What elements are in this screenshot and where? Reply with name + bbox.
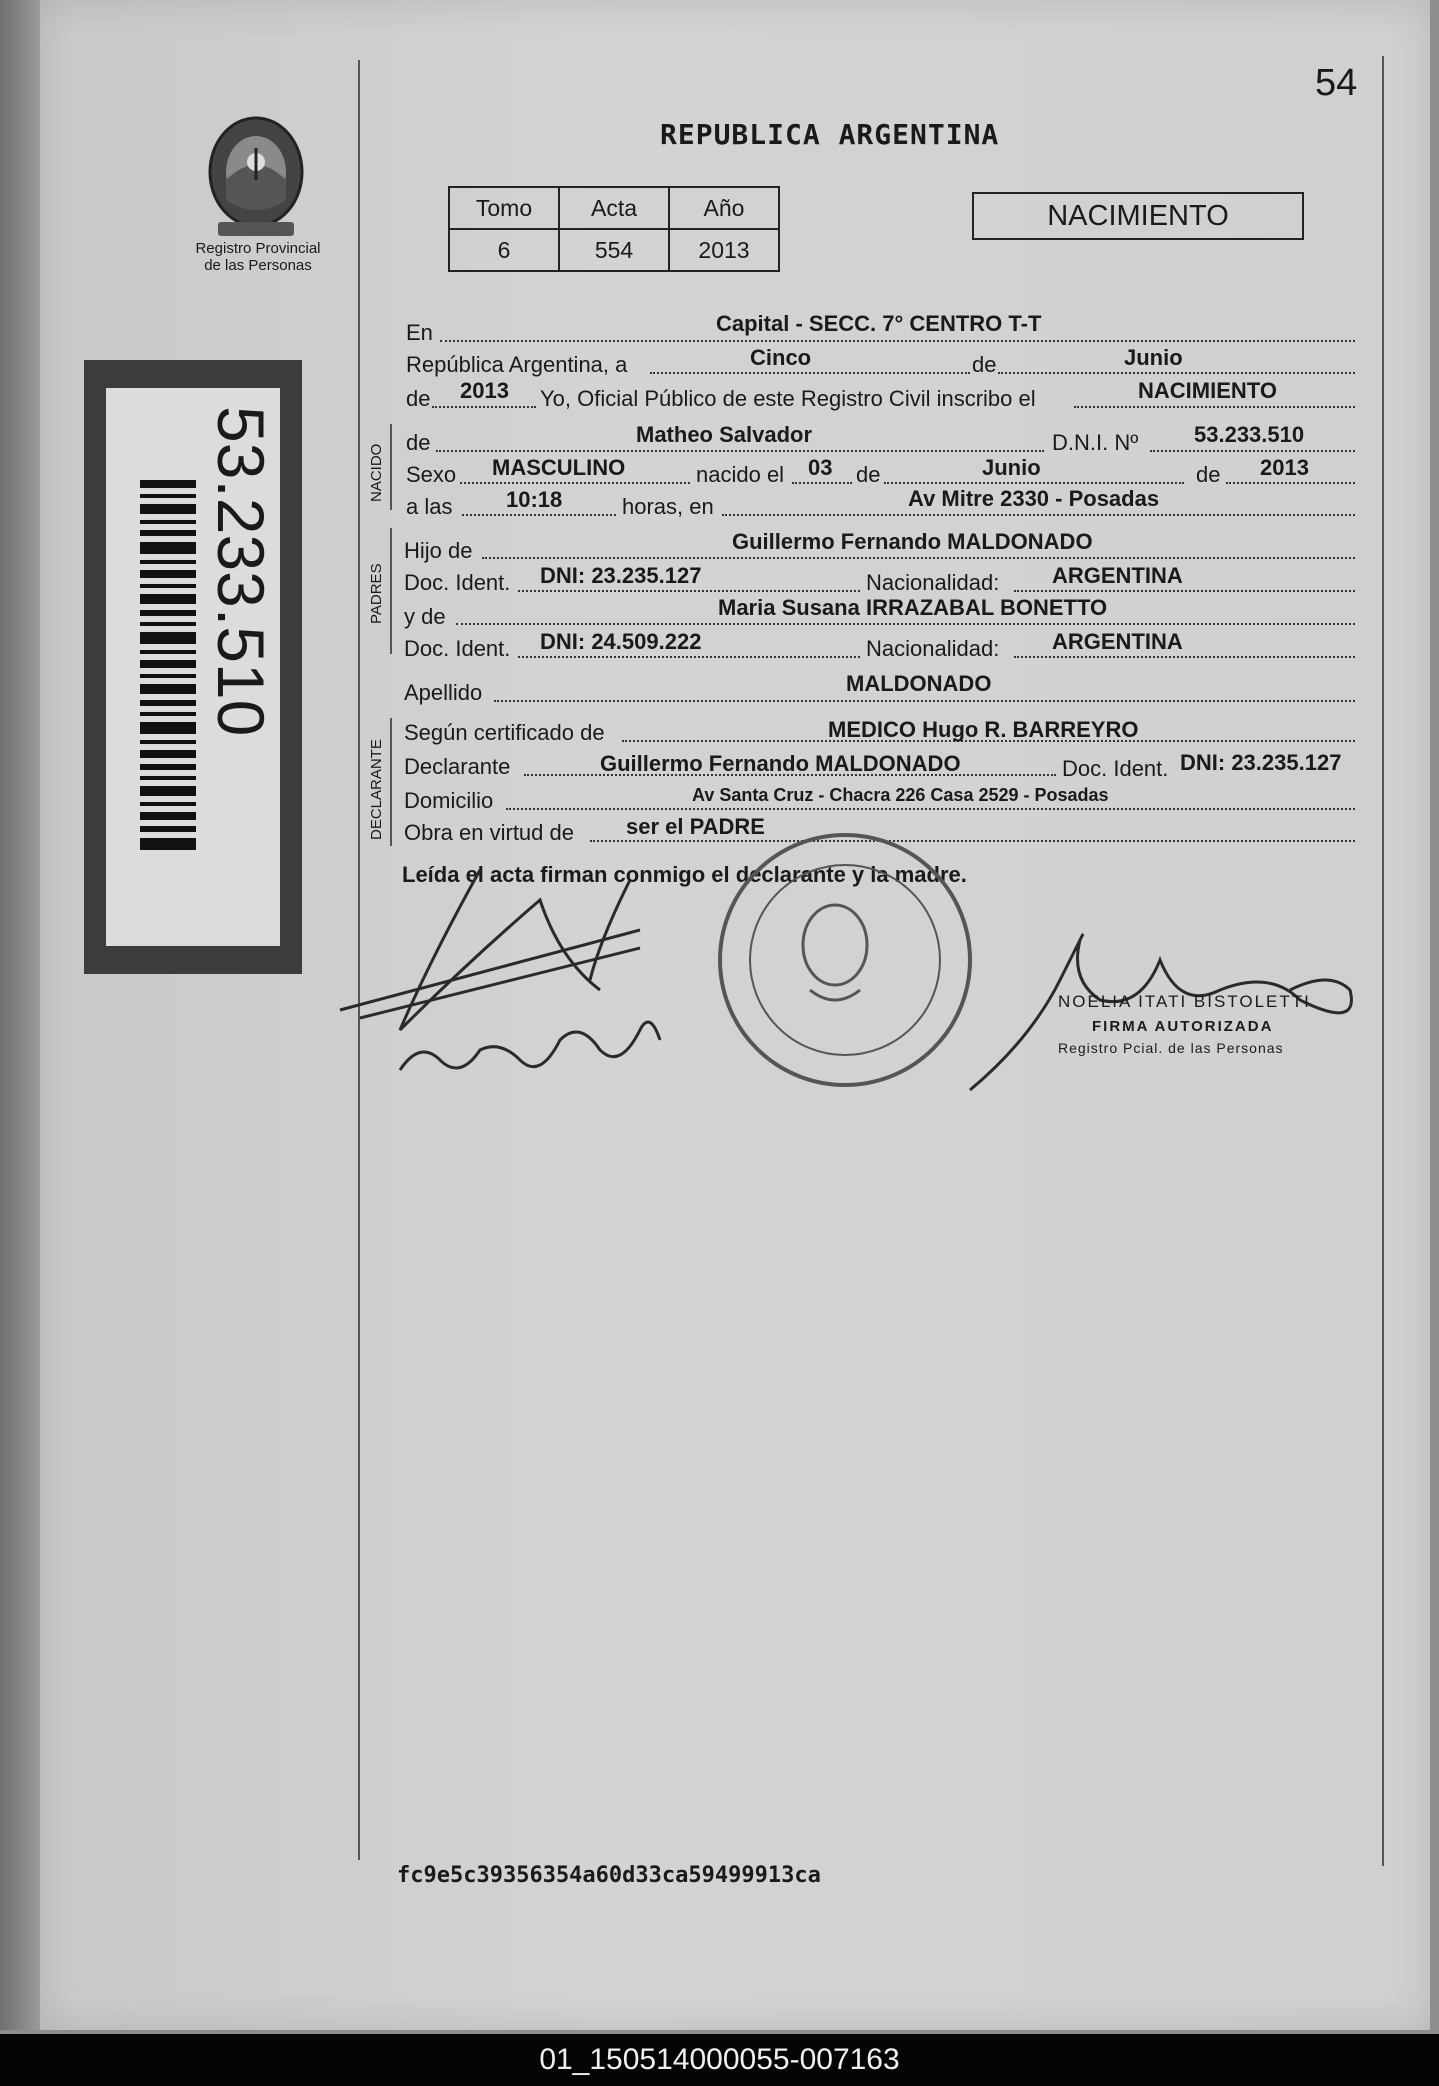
logo-caption-line2: de las Personas (204, 257, 312, 274)
acta-header-acta: Acta (559, 187, 669, 229)
value-declarante: Guillermo Fernando MALDONADO (600, 751, 961, 776)
acta-value-anio: 2013 (669, 229, 779, 271)
label-a-las: a las (406, 494, 453, 519)
label-dni: D.N.I. Nº (1052, 430, 1139, 455)
value-anio-nac: 2013 (1260, 455, 1309, 480)
value-padre-nac: ARGENTINA (1052, 563, 1183, 588)
declarant-signature (340, 870, 660, 1070)
label-republica: República Argentina, a (406, 352, 628, 377)
value-madre-dni: DNI: 24.509.222 (540, 629, 702, 654)
official-stamp (720, 835, 970, 1085)
label-yo: Yo, Oficial Público de este Registro Civil inscribo el (540, 386, 1036, 411)
acta-header-tomo: Tomo (449, 187, 559, 229)
value-domicilio: Av Santa Cruz - Chacra 226 Casa 2529 - Posadas (692, 785, 1109, 805)
side-label-padres: PADRES (368, 563, 385, 624)
label-de: de (972, 352, 997, 377)
value-madre-nac: ARGENTINA (1052, 629, 1183, 654)
acta-value-tomo: 6 (449, 229, 559, 271)
page-number: 54 (1315, 62, 1358, 104)
value-hora: 10:18 (506, 487, 563, 512)
record-type-box: NACIMIENTO (972, 192, 1304, 240)
value-anio: 2013 (460, 378, 509, 403)
page-title: REPUBLICA ARGENTINA (660, 118, 1000, 151)
official-role: FIRMA AUTORIZADA (1092, 1018, 1274, 1035)
value-dia: Cinco (750, 345, 812, 370)
value-sexo: MASCULINO (492, 455, 626, 480)
value-dia-nac: 03 (808, 455, 833, 480)
label-doc-ident-madre: Doc. Ident. (404, 636, 511, 661)
label-hijo-de: Hijo de (404, 538, 473, 563)
label-en: En (406, 320, 433, 345)
value-mes-nac: Junio (982, 455, 1041, 480)
label-apellido: Apellido (404, 680, 483, 705)
side-label-nacido: NACIDO (368, 443, 385, 502)
barcode-number: 53.233.510 (204, 406, 278, 737)
value-tipo: NACIMIENTO (1138, 378, 1277, 403)
acta-header-anio: Año (669, 187, 779, 229)
label-obra: Obra en virtud de (404, 820, 574, 845)
value-declarante-dni: DNI: 23.235.127 (1180, 750, 1342, 775)
value-dni: 53.233.510 (1194, 422, 1305, 447)
official-signature (970, 935, 1351, 1090)
official-name: NOELIA ITATI BISTOLETTI (1058, 992, 1311, 1011)
label-y-de: y de (404, 604, 446, 629)
value-lugar-nac: Av Mitre 2330 - Posadas (908, 486, 1160, 511)
label-segun: Según certificado de (404, 720, 605, 745)
label-de-name: de (406, 430, 431, 455)
value-obra: ser el PADRE (626, 814, 765, 839)
side-label-declarante: DECLARANTE (368, 739, 385, 840)
label-domicilio: Domicilio (404, 788, 494, 813)
value-mes: Junio (1124, 345, 1183, 370)
value-lugar: Capital - SECC. 7° CENTRO T-T (716, 311, 1042, 336)
label-de3: de (1196, 462, 1221, 487)
label-horas-en: horas, en (622, 494, 714, 519)
closing-statement: Leída el acta firman conmigo el declarante y la madre. (402, 862, 967, 887)
label-nacionalidad-padre: Nacionalidad: (866, 570, 1000, 595)
label-doc-ident-padre: Doc. Ident. (404, 570, 511, 595)
value-nombre: Matheo Salvador (636, 422, 813, 447)
label-declarante: Declarante (404, 754, 511, 779)
official-office: Registro Pcial. de las Personas (1058, 1040, 1284, 1056)
label-de2: de (856, 462, 881, 487)
value-padre: Guillermo Fernando MALDONADO (732, 529, 1093, 554)
label-nacionalidad-madre: Nacionalidad: (866, 636, 1000, 661)
value-padre-dni: DNI: 23.235.127 (540, 563, 702, 588)
label-nacido-el: nacido el (696, 462, 785, 487)
label-de-year: de (406, 386, 431, 411)
scan-footer: 01_150514000055-007163 (0, 2034, 1439, 2086)
label-doc-ident-declarante: Doc. Ident. (1062, 756, 1169, 781)
label-sexo: Sexo (406, 462, 457, 487)
value-certificado: MEDICO Hugo R. BARREYRO (828, 717, 1139, 742)
document-hash: fc9e5c39356354a60d33ca59499913ca (397, 1863, 821, 1888)
acta-value-acta: 554 (559, 229, 669, 271)
value-apellido: MALDONADO (846, 671, 992, 696)
value-madre: Maria Susana IRRAZABAL BONETTO (718, 595, 1108, 620)
logo-caption-line1: Registro Provincial (195, 240, 321, 257)
